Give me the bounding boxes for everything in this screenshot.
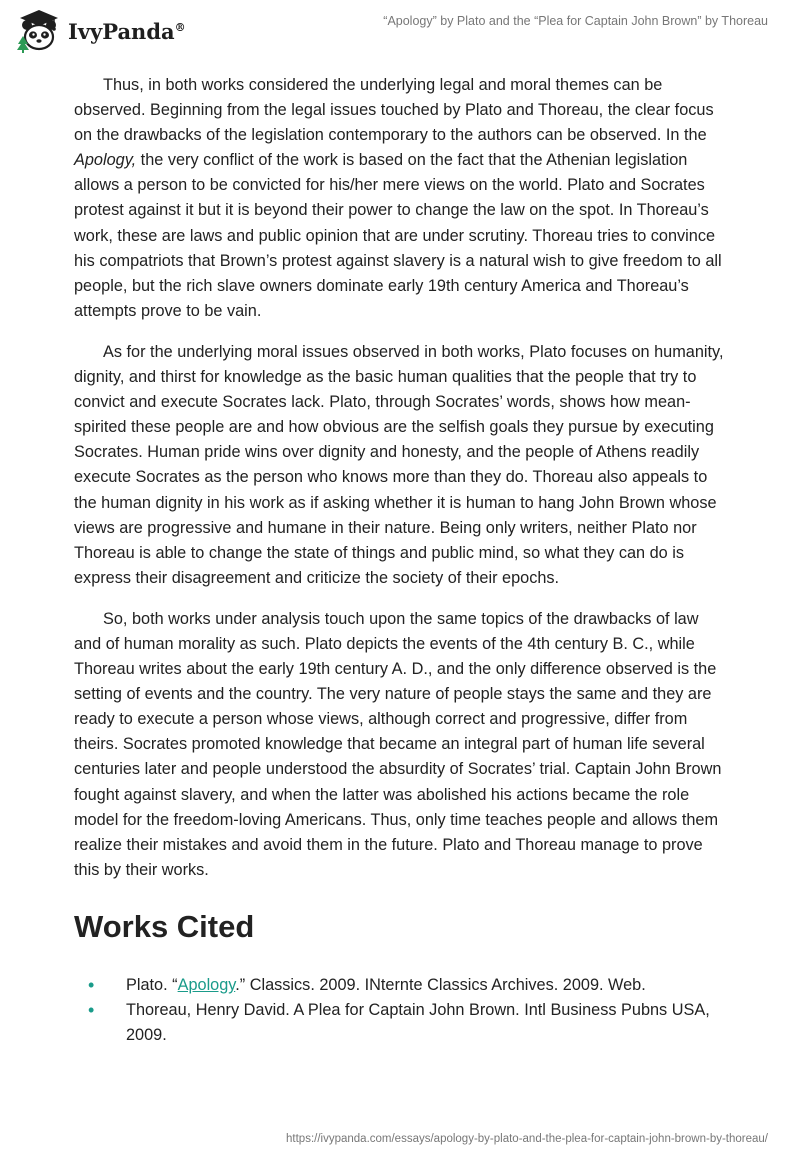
essay-content <box>74 73 730 1048</box>
body-paragraph-1: Thus, in both works considered the underlying legal and moral themes can be observed. Beginning from the legal issues touched by Plato and Thoreau, the clear focus on the drawbacks of the legislation contemporary to the authors can be observed. In the Apology, the very conflict of the work is based on the fact that the Athenian legislation allows a person to be convicted for his/her mere views on the world. Plato and Socrates protest against it but it is beyond their power to change the law on the spot. In Thoreau’s work, these are laws and public opinion that are under scrutiny. Thoreau tries to convince his compatriots that Brown’s protest against slavery is a natural wish to give freedom to all people, but the rich slave owners dominate early 19th century America and Thoreau’s attempts prove to be vain. <box>74 76 722 320</box>
citation-item: • Plato. “Apology.” Classics. 2009. INternte Classics Archives. 2009. Web. <box>74 973 730 998</box>
body-paragraph-3: So, both works under analysis touch upon the same topics of the drawbacks of law and of human morality as such. Plato depicts the events of the 4th century B. C., while Thoreau writes about the early 19th century A. D., and the only difference observed is the setting of events and the country. The very nature of people stays the same and they are ready to execute a person whose views, although correct and progressive, differ from theirs. Socrates promoted knowledge that became an integral part of human life several centuries later and people understood the absurdity of Socrates’ trial. Captain John Brown fought against slavery, and when the latter was abolished his actions became the role model for the freedom-loving Americans. Thus, only time teaches people and allows them realize their mistakes and avoid them in the future. Plato and Thoreau manage to prove this by their works. <box>74 609 722 879</box>
apology-link[interactable]: Apology <box>177 975 236 994</box>
ivypanda-logo[interactable] <box>14 8 186 54</box>
works-cited-heading: Works Cited <box>74 908 255 944</box>
logo-text: IvyPanda® <box>68 18 186 44</box>
body-paragraph-2: As for the underlying moral issues observed in both works, Plato focuses on humanity, dignity, and thirst for knowledge as the basic human qualities that the people that try to convict and execute Socrates lack. Plato, through Socrates’ words, shows how mean-spirited these people are and how obvious are the selfish goals they pursue by executing Socrates. Human pride wins over dignity and honesty, and the people of Athens readily execute Socrates as the person who knows more than they do. Thoreau also appeals to the human dignity in his work as if asking whether it is human to hang John Brown whose views are progressive and humane in their nature. Being only writers, neither Plato nor Thoreau is able to change the state of things and public mind, so what they can do is express their disagreement and criticize the society of their epochs. <box>74 342 724 587</box>
bullet-icon: • <box>88 974 95 995</box>
footer-url[interactable]: https://ivypanda.com/essays/apology-by-plato-and-the-plea-for-captain-john-brown-by-thoreau/ <box>286 1133 768 1145</box>
bullet-icon: • <box>88 999 95 1020</box>
italic-title: Apology, <box>74 151 137 170</box>
page-header <box>0 0 800 60</box>
document-title: “Apology” by Plato and the “Plea for Captain John Brown” by Thoreau <box>383 14 768 28</box>
panda-graduation-icon <box>14 8 64 54</box>
works-cited-list <box>74 973 730 1048</box>
citation-item: • Thoreau, Henry David. A Plea for Captain John Brown. Intl Business Pubns USA, 2009. <box>88 999 710 1044</box>
